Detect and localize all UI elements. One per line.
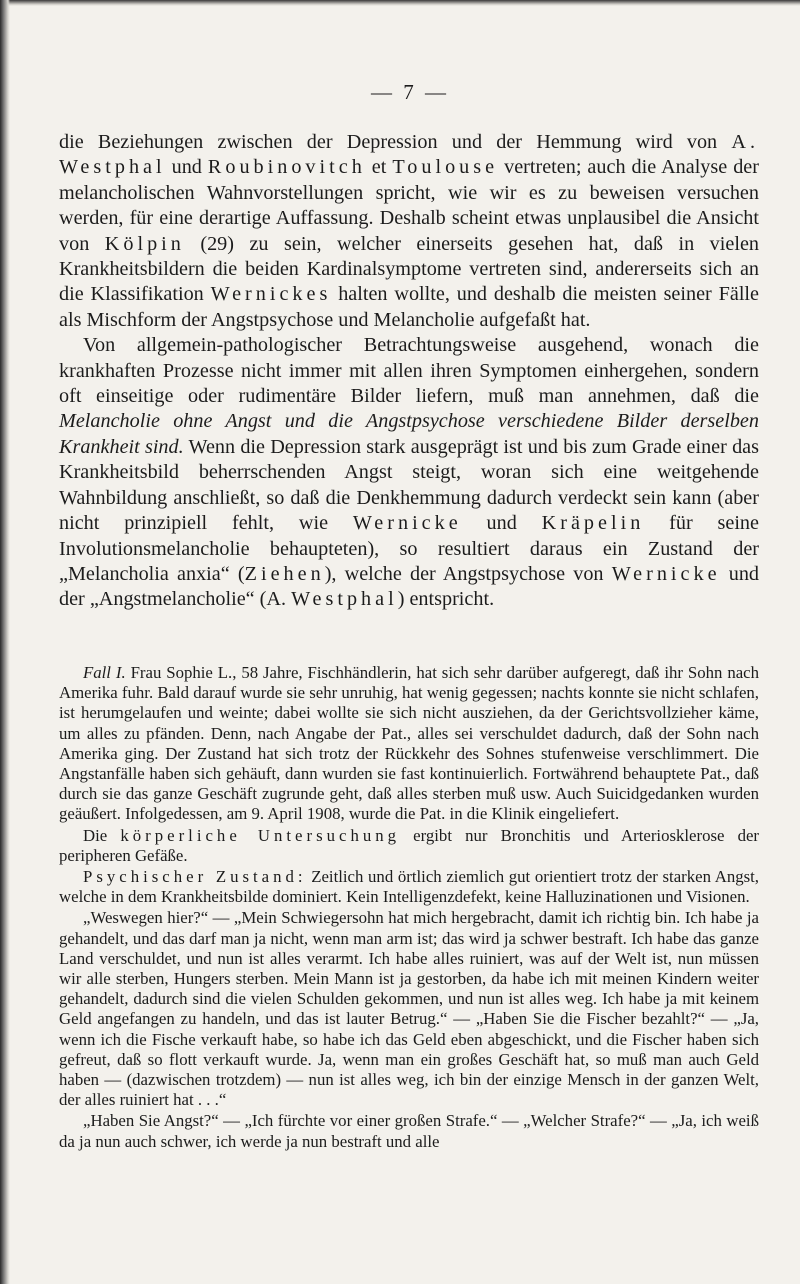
- section-label: Psychischer Zustand:: [83, 867, 307, 887]
- case-paragraph-4: „Weswegen hier?“ — „Mein Schwiegersohn hat mich hergebracht, damit ich richtig bin. Ich habe ja gehandelt, und das darf man ja nicht, wenn man arm ist; das wird ja schwer bestraft. Ich habe das ganze Land verschuldet, und nun ist alles verarmt. Ich habe alles ruiniert, was auf der Welt ist, nun müssen wir alle sterben, Hungers sterben. Mein Mann ist ja gestorben, da habe ich mit meinen Kindern weiter gehandelt, dadurch sind die vielen Schulden gekommen, und nun ist alles weg. Ich habe ja mit keinem Geld angefangen zu handeln, und das ist lauter Betrug.“ — „Haben Sie die Fischer bezahlt?“ — „Ja, wenn ich die Fische verkauft habe, so habe ich das Geld eben abgeschickt, und die Fischer haben sich gefreut, daß so flott verkauft wurde. Ja, wenn man ein großes Geschäft hat, so muß man auch Geld haben — (dazwischen trotzdem) — nun ist alles weg, ich bin der einzige Mensch in der ganzen Welt, der alles ruiniert hat . . .“: [59, 908, 759, 1110]
- emphasized-thesis: Melancholie ohne Angst und die Angstpsychose verschiedene Bilder derselben Krankheit sind.: [59, 410, 759, 458]
- case-paragraph-3: [59, 867, 759, 907]
- text-run: und: [461, 512, 542, 535]
- text-run: Die: [83, 825, 121, 845]
- page-number: — 7 —: [371, 80, 449, 104]
- case-paragraph-5: „Haben Sie Angst?“ — „Ich fürchte vor einer großen Strafe.“ — „Welcher Strafe?“ — „Ja, ich weiß da ja nun auch schwer, ich werde ja nun bestraft und alle: [59, 1111, 759, 1151]
- author-name: Kölpin: [104, 232, 185, 255]
- section-label: körperliche Untersuchung: [120, 825, 401, 845]
- text-run: ) entspricht.: [397, 588, 495, 611]
- text-run: und der „Angstmelancholie“ (A.: [59, 562, 760, 611]
- text-run: Wenn die Depression stark ausgeprägt ist und bis zum Grade einer das Krankheitsbild beherrschenden Angst steigt, woran sich eine weitgehende Wahnbildung anschließt, so daß die Denkhemmung dadurch verdeckt sein kann (aber nicht prinzipiell fehlt, wie: [59, 435, 759, 535]
- case-paragraph-1: [59, 663, 759, 825]
- paragraph-2: [59, 333, 759, 612]
- main-text: [59, 130, 759, 613]
- author-name: Kräpelin: [541, 512, 645, 535]
- text-run: Zeitlich und örtlich ziemlich gut orientiert trotz der starken Angst, welche in dem Krankheitsbilde dominiert. Kein Intelligenzdefekt, keine Halluzinationen und Visionen.: [59, 867, 759, 907]
- author-name: Roubinovitch: [207, 156, 366, 179]
- text-run: ), welche der Angstpsychose von: [324, 562, 612, 585]
- page-left-edge-shadow: [0, 0, 10, 1284]
- text-run: die Beziehungen zwischen der Depression und der Hemmung wird von: [59, 131, 732, 153]
- case-paragraph-2: [59, 826, 759, 866]
- author-name: Wernicke: [352, 512, 462, 535]
- text-run: vertreten; auch die Analyse der melancholischen Wahnvorstellungen spricht, wie wir es zu beweisen versuchen werden, für eine derartige Auffassung. Deshalb scheint etwas unplausibel die Ansicht von: [59, 156, 759, 255]
- text-run: und: [165, 156, 208, 179]
- text-run: für seine Involutionsmelancholie behaupteten), so resultiert daraus ein Zustand der „Melancholia anxia“ (: [59, 512, 759, 585]
- page-top-edge-shadow: [0, 0, 800, 6]
- text-run: Frau Sophie L., 58 Jahre, Fischhändlerin, hat sich sehr darüber aufgeregt, daß ihr Sohn nach Amerika fuhr. Bald darauf wurde sie sehr unruhig, hat wenig gegessen; nachts konnte sie nicht schlafen, ist herumgelaufen und weinte; dabei wollte sie sich nicht ausziehen, da der Gerichtsvollzieher käme, um alles zu pfänden. Denn, nach Angabe der Pat., alles sei verschuldet dadurch, daß der Sohn nach Amerika ging. Der Zustand hat sich trotz der Rückkehr des Sohnes stufenweise verschlimmert. Die Angstanfälle haben sich gehäuft, dann wurden sie fast kontinuierlich. Fortwährend behauptete Pat., daß durch sie das ganze Geschäft zugrunde geht, daß alles sterben muß usw. Auch Suicidgedanken wurden geäußert. Infolgedessen, am 9. April 1908, wurde die Pat. in die Klinik eingeliefert.: [59, 663, 759, 824]
- paragraph-1: [59, 130, 759, 333]
- author-name: Toulouse: [392, 156, 499, 179]
- author-name: Westphal: [291, 588, 398, 611]
- case-report: [59, 663, 759, 1153]
- text-run: Von allgemein-pathologischer Betrachtungsweise ausgehend, wonach die krankhaften Prozesse nicht immer mit allen ihren Symptomen einhergehen, sondern oft einseitige oder rudimentäre Bilder liefern, muß man annehmen, daß die: [59, 334, 759, 408]
- text-run: halten wollte, und deshalb die meisten seiner Fälle als Mischform der Angstpsychose und Melancholie aufgefaßt hat.: [59, 283, 759, 331]
- text-run: (29) zu sein, welcher einerseits gesehen hat, daß in vielen Krankheitsbildern die beiden Kardinalsymptome vertreten sind, andererseits sich an die Klassifikation: [59, 232, 760, 306]
- author-name: Ziehen: [244, 562, 325, 585]
- text-run: et: [365, 156, 393, 179]
- text-run: ergibt nur Bronchitis und Arteriosklerose der peripheren Gefäße.: [59, 825, 759, 865]
- author-name: Wernicke: [611, 562, 721, 585]
- case-label: Fall I.: [83, 663, 126, 682]
- author-name: A. Westphal: [59, 131, 759, 179]
- author-name: Wernickes: [210, 283, 332, 306]
